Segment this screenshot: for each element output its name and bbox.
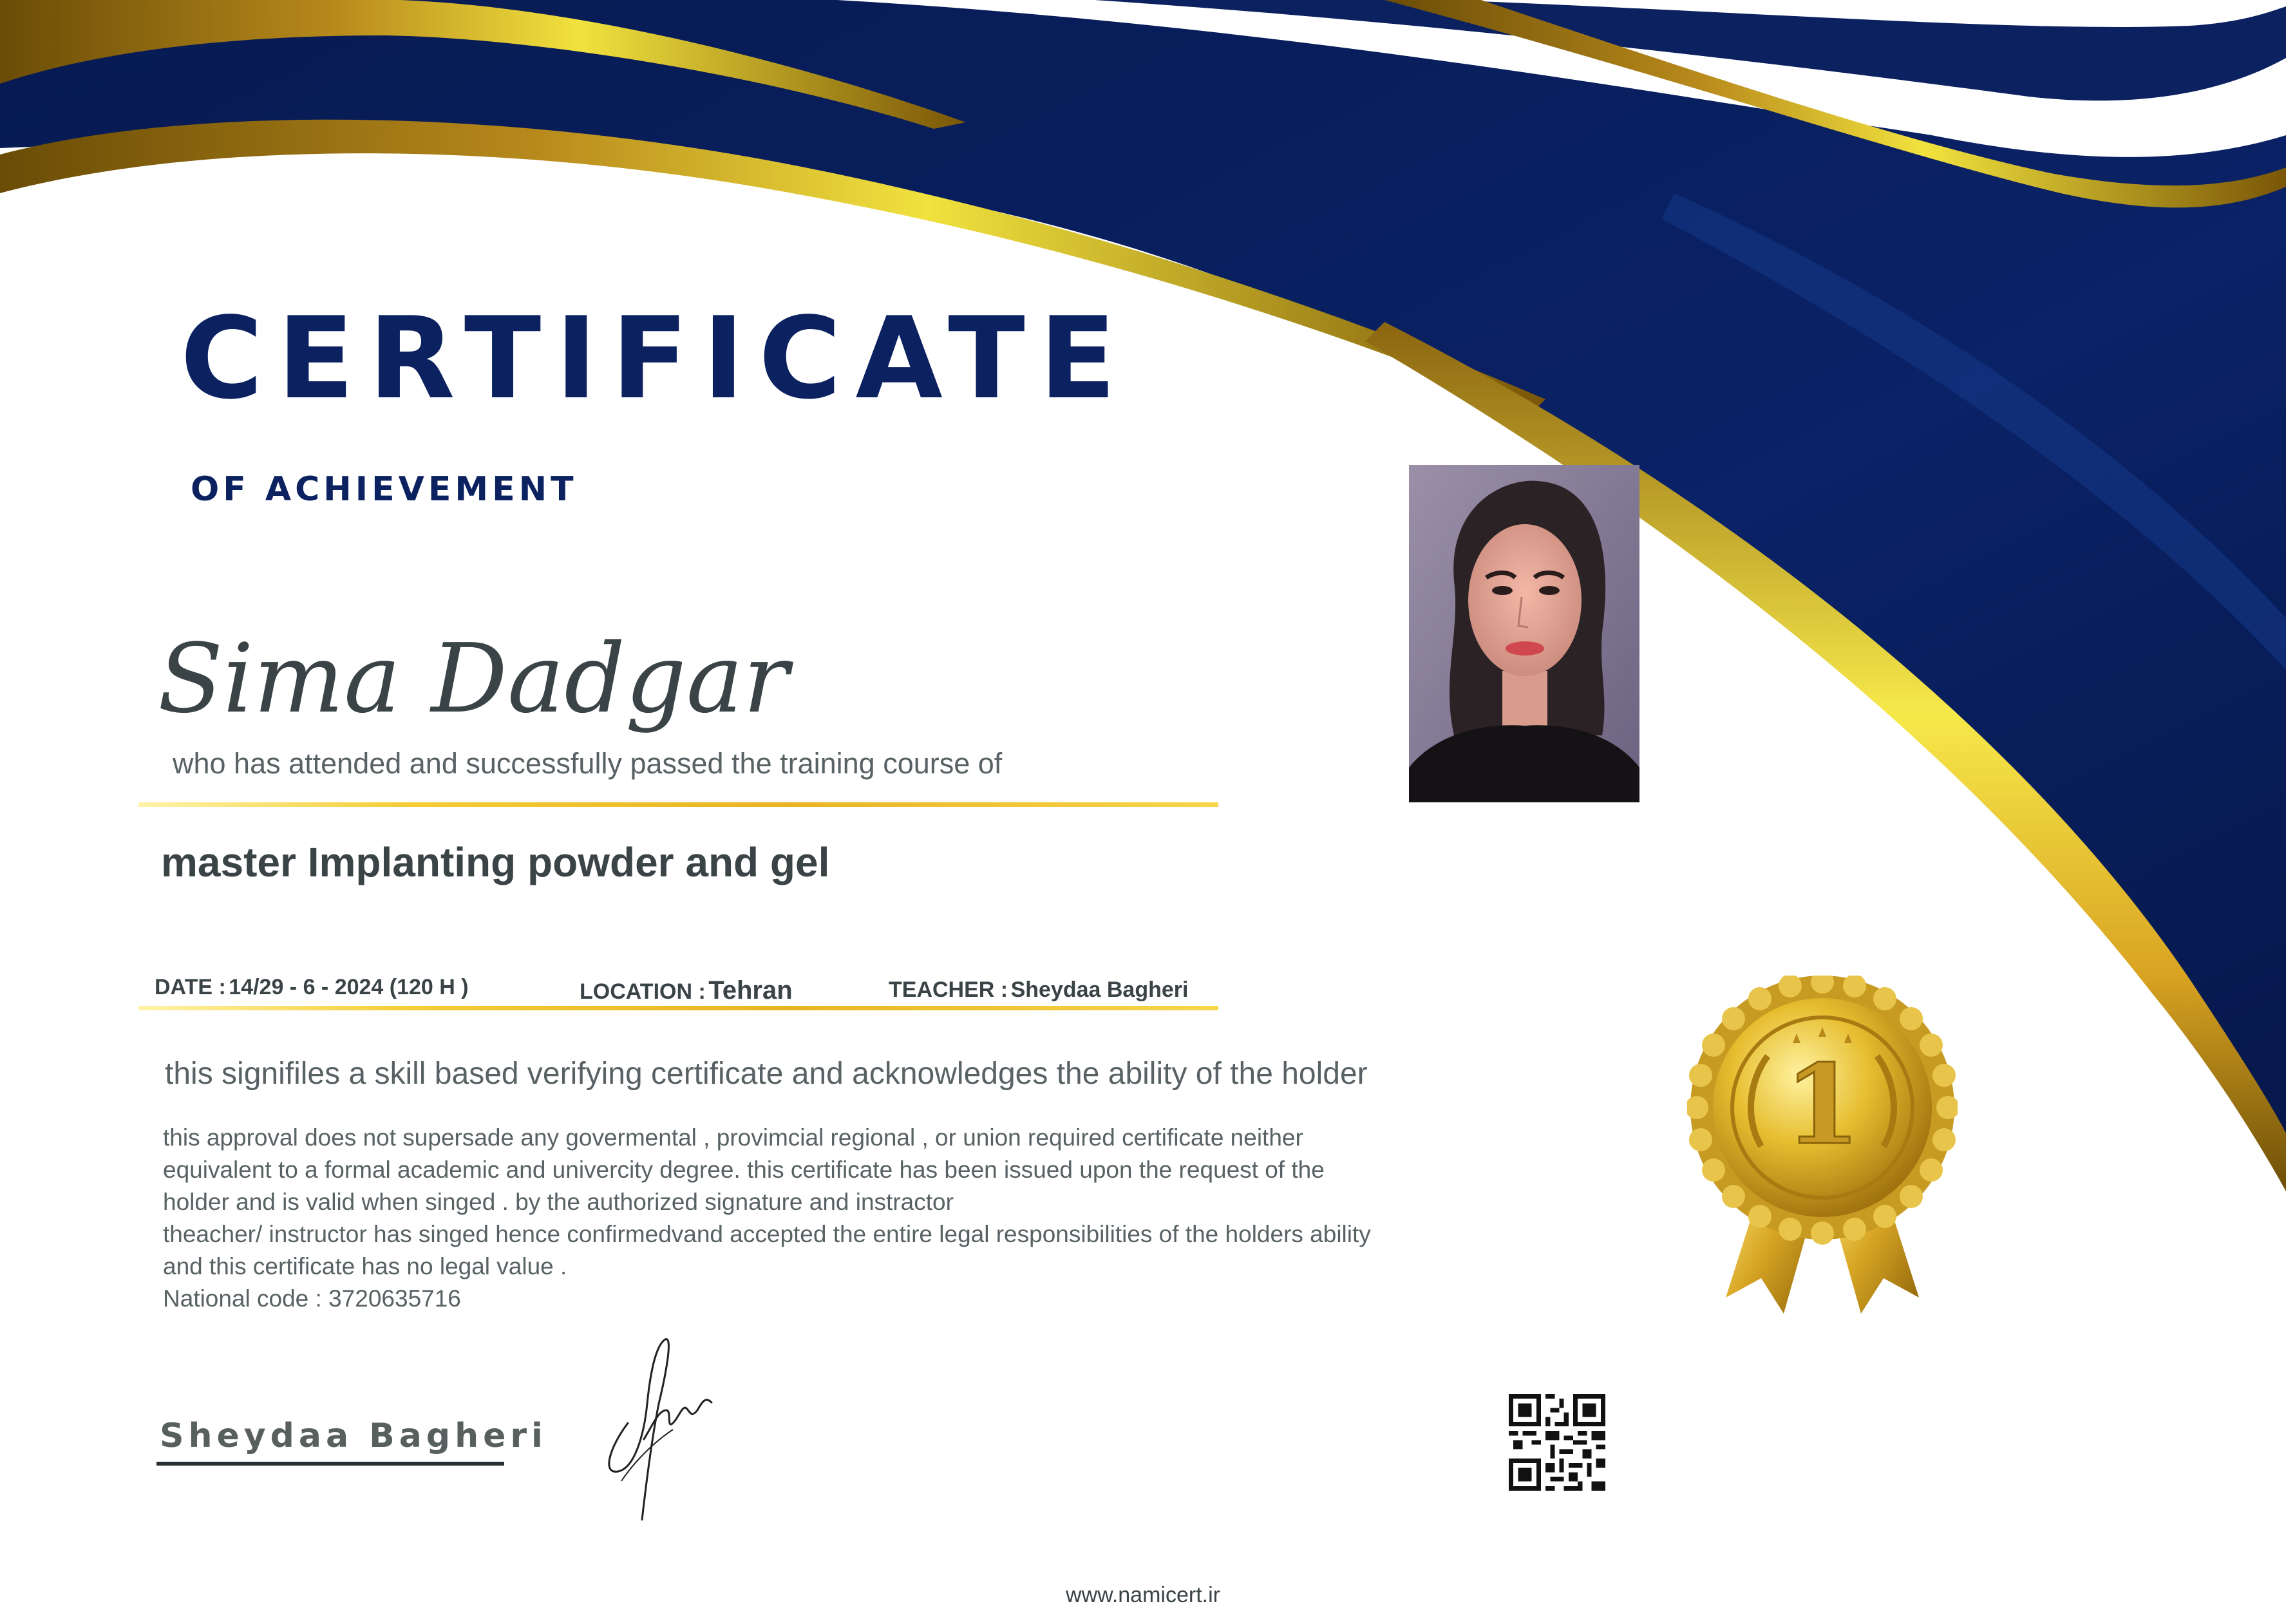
certificate-title: CERTIFICATE (180, 294, 1131, 424)
disclaimer-line: theacher/ instructor has singed hence confirmedvand accepted the entire legal responsibilities of the holders ability (163, 1221, 1371, 1247)
signer-underline (156, 1462, 504, 1466)
gold-divider-top (138, 802, 1218, 807)
disclaimer-line: this approval does not supersade any govermental , provimcial regional , or union required certificate neither (163, 1124, 1303, 1151)
certificate-subtitle: OF ACHIEVEMENT (191, 470, 578, 509)
date-field (155, 975, 469, 1000)
gold-medal-icon (1687, 976, 1958, 1336)
disclaimer-line: holder and is valid when singed . by the authorized signature and instractor (163, 1189, 954, 1215)
location-field (580, 976, 793, 1005)
course-name: master Implanting powder and gel (161, 839, 830, 885)
gold-divider-bottom (138, 1006, 1218, 1010)
signature-graphic (583, 1327, 724, 1533)
location-value: Tehran (708, 976, 793, 1005)
website-url: www.namicert.ir (1066, 1583, 1220, 1607)
attended-statement: who has attended and successfully passed the training course of (173, 747, 1003, 780)
signer-name: Sheydaa Bagheri (160, 1417, 547, 1455)
recipient-name: Sima Dadgar (158, 623, 789, 734)
location-label: LOCATION : (580, 979, 706, 1004)
national-code: National code : 3720635716 (163, 1285, 461, 1312)
disclaimer-line: equivalent to a formal academic and univercity degree. this certificate has been issued upon the request of the (163, 1157, 1325, 1183)
disclaimer-text (163, 1122, 1515, 1315)
date-value: 14/29 - 6 - 2024 (120 H ) (229, 975, 469, 999)
medal-number: 1 (1784, 1041, 1861, 1169)
teacher-value: Sheydaa Bagheri (1010, 977, 1189, 1002)
certificate-statement: this signifiles a skill based verifying certificate and acknowledges the ability of the holder (165, 1057, 1368, 1091)
date-label: DATE : (155, 975, 226, 999)
teacher-label: TEACHER : (889, 977, 1008, 1002)
disclaimer-line: and this certificate has no legal value . (163, 1253, 567, 1279)
teacher-field (889, 977, 1188, 1003)
qr-code-icon (1509, 1394, 1605, 1491)
recipient-photo (1409, 465, 1639, 802)
